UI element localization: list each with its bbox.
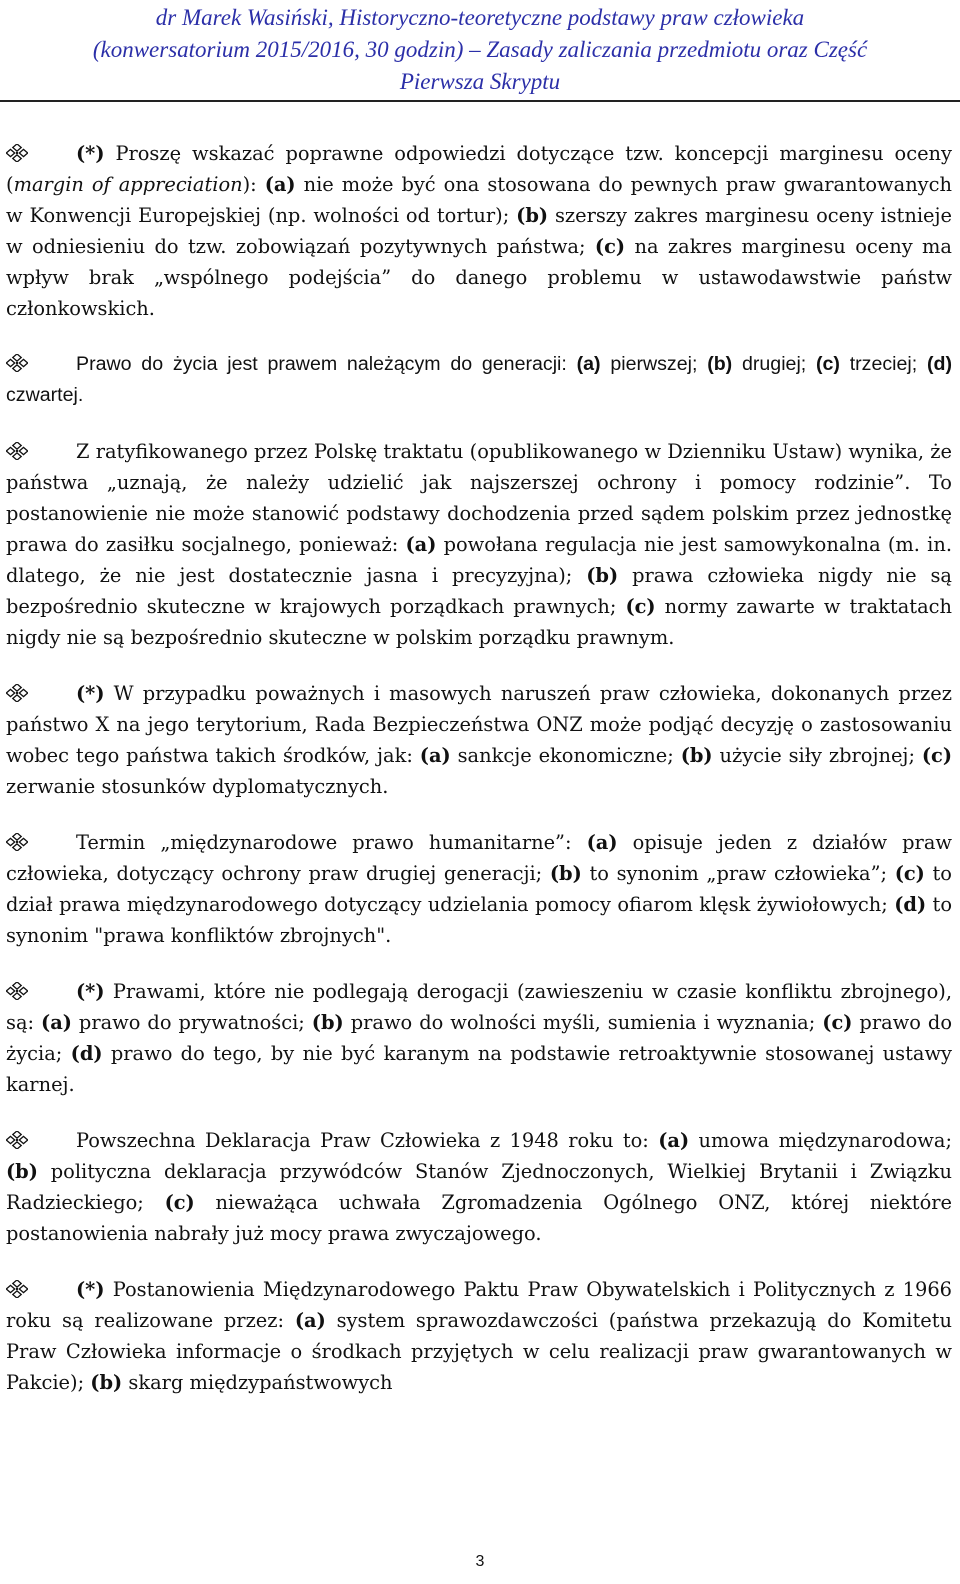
question-text: umowa międzynarodowa; (689, 1129, 953, 1152)
question-text: powołana regulacja nie jest samowykonalna (m. in. dlatego, że nie jest dostatecznie jasna i precyzyjna); (6, 533, 952, 587)
answer-marker: (c) (921, 744, 953, 767)
question-text: Postanowienia Międzynarodowego Paktu Praw Obywatelskich i Politycznych z 1966 roku są realizowane przez: (6, 1278, 952, 1332)
question-text: na zakres marginesu oceny ma wpływ brak „wspólnego podejścia” do danego problemu w ustawodawstwie państw członkowskich. (6, 235, 952, 320)
answer-marker: (a) (264, 173, 296, 196)
diamond-star-icon (6, 438, 28, 456)
diamond-star-icon (6, 351, 28, 369)
answer-marker: (*) (76, 1278, 105, 1301)
answer-marker: (a) (586, 831, 618, 854)
question-item (6, 678, 952, 802)
answer-marker: (b) (680, 744, 713, 767)
question-text: nie może być ona stosowana do pewnych praw gwarantowanych w Konwencji Europejskiej (np. wolności od tortur); (6, 173, 952, 227)
answer-marker: (a) (576, 353, 601, 375)
question-text: Z ratyfikowanego przez Polskę traktatu (opublikowanego w Dzienniku Ustaw) wynika, że państwa „uznają, że należy udzielić jak najszerszej ochrony i pomocy rodzinie”. To postanowienie nie może stanowić podstawy dochodzenia przed sądem polskim przez jednostkę prawa do zasiłku socjalnego, ponieważ: (6, 440, 952, 556)
question-item (6, 1274, 952, 1398)
question-text: to synonim „praw człowieka”; (581, 862, 895, 885)
answer-marker: (a) (405, 533, 437, 556)
header-line-2: (konwersatorium 2015/2016, 30 godzin) – Zasady zaliczania przedmiotu oraz Część (92, 37, 868, 62)
question-text: prawa człowieka nigdy nie są bezpośrednio skuteczne w krajowych porządkach prawnych; (6, 564, 952, 618)
question-text: W przypadku poważnych i masowych naruszeń praw człowieka, dokonanych przez państwo X na jego terytorium, Rada Bezpieczeństwa ONZ może podjąć decyzję o zastosowaniu wobec tego państwa takich środków, jak: (6, 682, 952, 767)
question-text: to synonim "prawa konfliktów zbrojnych". (6, 893, 952, 947)
question-text: prawo do tego, by nie być karanym na podstawie retroaktywnie stosowanej ustawy karnej. (6, 1042, 952, 1096)
question-text: polityczna deklaracja przywódców Stanów Zjednoczonych, Wielkiej Brytanii i Związku Radzieckiego; (6, 1160, 952, 1214)
answer-marker: (c) (822, 1011, 853, 1034)
question-text: Proszę wskazać poprawne odpowiedzi dotyczące tzw. koncepcji marginesu oceny ( (6, 142, 952, 196)
diamond-star-icon (6, 680, 28, 698)
answer-marker: (b) (707, 353, 733, 375)
answer-marker: (c) (894, 862, 925, 885)
answer-marker: (*) (76, 142, 105, 165)
question-text: Termin „międzynarodowe prawo humanitarne”: (76, 831, 587, 854)
answer-marker: (c) (625, 595, 656, 618)
question-text: prawo do wolności myśli, sumienia i wyznania; (343, 1011, 823, 1034)
question-item (6, 1125, 952, 1249)
header-line-1: dr Marek Wasiński, Historyczno-teoretyczne podstawy praw człowieka (155, 5, 805, 30)
diamond-star-icon (6, 140, 28, 158)
question-text: zerwanie stosunków dyplomatycznych. (6, 775, 389, 798)
question-item (6, 976, 952, 1100)
answer-marker: (a) (41, 1011, 72, 1034)
question-text: Prawami, które nie podlegają derogacji (zawieszeniu w czasie konfliktu zbrojnego), są: (6, 980, 952, 1034)
question-text: szerszy zakres marginesu oceny istnieje w odniesieniu do tzw. zobowiązań pozytywnych państwa; (6, 204, 952, 258)
answer-marker: (*) (76, 980, 105, 1003)
answer-marker: (b) (311, 1011, 344, 1034)
answer-marker: (b) (516, 204, 549, 227)
answer-marker: (b) (586, 564, 619, 587)
italic-term: margin of appreciation (13, 173, 243, 196)
header-line-3: Pierwsza Skryptu (399, 69, 561, 94)
answer-marker: (a) (294, 1309, 326, 1332)
question-text: prawo do prywatności; (71, 1011, 312, 1034)
question-text: opisuje jeden z działów praw człowieka, dotyczący ochrony praw drugiej generacji; (6, 831, 952, 885)
answer-marker: (c) (164, 1191, 195, 1214)
answer-marker: (d) (70, 1042, 103, 1065)
page-number: 3 (475, 1553, 485, 1570)
question-text: ): (242, 173, 265, 196)
answer-marker: (b) (6, 1160, 38, 1183)
answer-marker: (d) (894, 893, 927, 916)
question-text: system sprawozdawczości (państwa przekazują do Komitetu Praw Człowieka informacje o środkach przyjętych w celu realizacji praw gwarantowanych w Pakcie); (6, 1309, 952, 1394)
question-text: sankcje ekonomiczne; (450, 744, 681, 767)
answer-marker: (b) (549, 862, 582, 885)
question-list (0, 102, 960, 1398)
question-text: Powszechna Deklaracja Praw Człowieka z 1948 roku to: (76, 1129, 659, 1152)
diamond-star-icon (6, 1276, 28, 1294)
question-text: to dział prawa międzynarodowego dotyczący udzielania pomocy ofiarom klęsk żywiołowych; (6, 862, 952, 916)
question-text: nieważąca uchwała Zgromadzenia Ogólnego ONZ, której niektóre postanowienia nabrały już mocy prawa zwyczajowego. (6, 1191, 952, 1245)
diamond-star-icon (6, 978, 28, 996)
question-text: skarg międzypaństwowych (122, 1371, 393, 1394)
question-text: normy zawarte w traktatach nigdy nie są bezpośrednio skuteczne w polskim porządku prawnym. (6, 595, 952, 649)
question-item (6, 827, 952, 951)
answer-marker: (a) (419, 744, 451, 767)
question-text: prawo do życia; (6, 1011, 952, 1065)
question-text: trzeciej; (839, 353, 927, 375)
question-item (6, 138, 952, 324)
question-text: Prawo do życia jest prawem należącym do generacji: (76, 353, 577, 375)
question-text: czwartej. (6, 384, 84, 406)
answer-marker: (c) (816, 353, 840, 375)
answer-marker: (d) (926, 353, 953, 375)
answer-marker: (b) (90, 1371, 123, 1394)
answer-marker: (*) (76, 682, 105, 705)
question-text: użycie siły zbrojnej; (712, 744, 922, 767)
question-text: drugiej; (732, 353, 816, 375)
question-item (6, 349, 952, 411)
question-text: pierwszej; (600, 353, 708, 375)
diamond-star-icon (6, 1127, 28, 1145)
answer-marker: (a) (658, 1129, 690, 1152)
answer-marker: (c) (594, 235, 626, 258)
diamond-star-icon (6, 829, 28, 847)
question-item (6, 436, 952, 653)
document-header (6, 0, 954, 98)
